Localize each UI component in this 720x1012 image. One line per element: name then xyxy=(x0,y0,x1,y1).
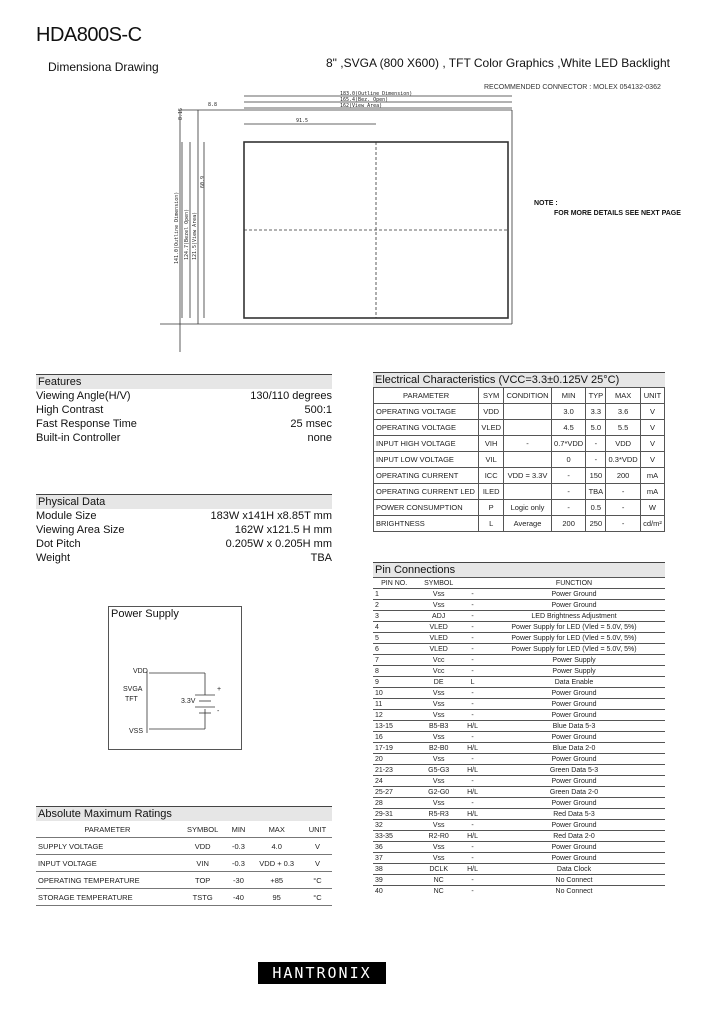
table-cell: Vcc xyxy=(415,655,462,666)
table-cell: - xyxy=(462,710,483,721)
plus-label: + xyxy=(217,686,222,693)
features-heading: Features xyxy=(36,374,332,389)
table-cell: - xyxy=(462,600,483,611)
connector-note: RECOMMENDED CONNECTOR : MOLEX 054132-0362 xyxy=(484,84,661,91)
table-row xyxy=(373,589,665,600)
table-cell: Average xyxy=(504,516,552,532)
table-cell: 11 xyxy=(373,699,415,710)
table-cell: OPERATING VOLTAGE xyxy=(374,420,479,436)
module-label-2: TFT xyxy=(125,696,138,703)
table-cell: Vss xyxy=(415,842,462,853)
column-header: MAX xyxy=(606,388,641,404)
table-cell: - xyxy=(586,436,606,452)
table-cell: W xyxy=(640,500,664,516)
table-cell: Power Supply for LED (Vled = 5.0V, 5%) xyxy=(483,644,665,655)
table-cell: +85 xyxy=(250,872,302,889)
table-cell: ADJ xyxy=(415,611,462,622)
table-row xyxy=(373,820,665,831)
table-cell xyxy=(504,420,552,436)
table-cell: - xyxy=(606,484,641,500)
note-label: NOTE : xyxy=(534,200,558,207)
table-row xyxy=(374,420,665,436)
table-cell: No Connect xyxy=(483,875,665,886)
column-header: TYP xyxy=(586,388,606,404)
table-cell: - xyxy=(586,452,606,468)
table-row xyxy=(36,872,332,889)
table-cell: L xyxy=(462,677,483,688)
table-cell: - xyxy=(462,798,483,809)
table-cell: -0.3 xyxy=(226,838,250,855)
table-cell: V xyxy=(640,404,664,420)
table-cell: 95 xyxy=(250,889,302,906)
column-header: UNIT xyxy=(640,388,664,404)
power-heading: Power Supply xyxy=(109,607,241,621)
table-cell: 29-31 xyxy=(373,809,415,820)
table-cell: P xyxy=(479,500,504,516)
table-row xyxy=(373,699,665,710)
product-headline: 8" ,SVGA (800 X600) , TFT Color Graphics ,White LED Backlight xyxy=(326,56,670,70)
table-cell: 250 xyxy=(586,516,606,532)
table-cell xyxy=(504,484,552,500)
table-cell: 28 xyxy=(373,798,415,809)
table-cell: H/L xyxy=(462,787,483,798)
table-row xyxy=(373,666,665,677)
table-cell: Blue Data 2-0 xyxy=(483,743,665,754)
table-row xyxy=(373,622,665,633)
table-cell: NC xyxy=(415,875,462,886)
table-cell: 21-23 xyxy=(373,765,415,776)
table-cell: Vcc xyxy=(415,666,462,677)
table-cell: V xyxy=(640,436,664,452)
table-cell: 3 xyxy=(373,611,415,622)
table-cell: 36 xyxy=(373,842,415,853)
table-cell: - xyxy=(462,886,483,897)
table-cell: -0.3 xyxy=(226,855,250,872)
table-cell: Vss xyxy=(415,699,462,710)
table-cell: Power Ground xyxy=(483,732,665,743)
table-cell: VDD xyxy=(606,436,641,452)
table-cell: -30 xyxy=(226,872,250,889)
dim-bezel-height: 124.7(Bezel Open) xyxy=(184,208,190,260)
table-cell: 5.5 xyxy=(606,420,641,436)
table-row xyxy=(373,787,665,798)
feature-row: Built-in Controller none xyxy=(36,432,332,444)
column-header: FUNCTION xyxy=(483,578,665,589)
table-row xyxy=(373,721,665,732)
table-cell: L xyxy=(479,516,504,532)
table-cell: DCLK xyxy=(415,864,462,875)
table-cell: Power Ground xyxy=(483,600,665,611)
table-cell: VIL xyxy=(479,452,504,468)
table-cell: 16 xyxy=(373,732,415,743)
table-cell: Power Ground xyxy=(483,820,665,831)
table-cell: Vss xyxy=(415,600,462,611)
table-row xyxy=(374,500,665,516)
table-cell: Blue Data 5-3 xyxy=(483,721,665,732)
table-cell: °C xyxy=(303,872,332,889)
column-header: MIN xyxy=(551,388,586,404)
table-cell: 150 xyxy=(586,468,606,484)
table-cell: V xyxy=(303,838,332,855)
table-cell: Green Data 2-0 xyxy=(483,787,665,798)
table-cell: Power Ground xyxy=(483,710,665,721)
table-cell: R2-R0 xyxy=(415,831,462,842)
table-cell: Green Data 5-3 xyxy=(483,765,665,776)
table-row xyxy=(374,484,665,500)
table-cell: VIH xyxy=(479,436,504,452)
pin-section xyxy=(373,562,665,896)
table-cell: B5-B3 xyxy=(415,721,462,732)
table-cell: 5.0 xyxy=(586,420,606,436)
table-cell: Power Ground xyxy=(483,798,665,809)
table-cell: OPERATING CURRENT xyxy=(374,468,479,484)
table-cell: ICC xyxy=(479,468,504,484)
table-cell: POWER CONSUMPTION xyxy=(374,500,479,516)
table-cell: - xyxy=(462,875,483,886)
table-cell: VLED xyxy=(415,644,462,655)
page-title: HDA800S-C xyxy=(36,24,142,46)
table-cell: - xyxy=(462,776,483,787)
table-row xyxy=(36,838,332,855)
table-row xyxy=(373,677,665,688)
table-cell: - xyxy=(551,484,586,500)
table-cell: - xyxy=(462,611,483,622)
table-cell: - xyxy=(462,688,483,699)
table-row xyxy=(374,516,665,532)
table-cell: H/L xyxy=(462,831,483,842)
table-cell: Power Ground xyxy=(483,754,665,765)
column-header: MIN xyxy=(226,821,250,838)
table-cell: 4.5 xyxy=(551,420,586,436)
dim-view-width: 162(View Area) xyxy=(340,103,383,109)
table-header-row xyxy=(374,388,665,404)
table-row xyxy=(373,776,665,787)
table-row xyxy=(373,875,665,886)
table-cell: 6 xyxy=(373,644,415,655)
table-row xyxy=(374,404,665,420)
table-row xyxy=(373,732,665,743)
table-cell: 0 xyxy=(551,452,586,468)
table-cell: Vss xyxy=(415,754,462,765)
table-cell: ILED xyxy=(479,484,504,500)
table-cell: - xyxy=(606,500,641,516)
table-cell: Vss xyxy=(415,776,462,787)
table-cell: OPERATING VOLTAGE xyxy=(374,404,479,420)
table-cell: 200 xyxy=(606,468,641,484)
electrical-heading: Electrical Characteristics (VCC=3.3±0.125V 25°C) xyxy=(373,372,665,387)
table-cell xyxy=(504,404,552,420)
column-header: SYM xyxy=(479,388,504,404)
table-cell: - xyxy=(504,436,552,452)
table-header-row xyxy=(373,578,665,589)
pin-table xyxy=(373,577,665,896)
table-cell: 38 xyxy=(373,864,415,875)
table-row xyxy=(373,688,665,699)
table-cell: VLED xyxy=(479,420,504,436)
table-cell: 17-19 xyxy=(373,743,415,754)
table-cell: Power Ground xyxy=(483,589,665,600)
table-cell: TBA xyxy=(586,484,606,500)
table-cell: Vss xyxy=(415,798,462,809)
table-cell: H/L xyxy=(462,721,483,732)
table-cell: °C xyxy=(303,889,332,906)
table-cell: Vss xyxy=(415,853,462,864)
features-section xyxy=(36,374,332,445)
table-cell: cd/m² xyxy=(640,516,664,532)
table-row xyxy=(373,831,665,842)
table-cell: Power Supply xyxy=(483,655,665,666)
table-cell: Power Supply for LED (Vled = 5.0V, 5%) xyxy=(483,633,665,644)
table-cell: No Connect xyxy=(483,886,665,897)
table-cell: Power Supply for LED (Vled = 5.0V, 5%) xyxy=(483,622,665,633)
table-cell: INPUT HIGH VOLTAGE xyxy=(374,436,479,452)
column-header xyxy=(462,578,483,589)
pin-heading: Pin Connections xyxy=(373,562,665,577)
table-cell: 0.5 xyxy=(586,500,606,516)
table-row xyxy=(36,889,332,906)
table-cell: - xyxy=(462,732,483,743)
table-row xyxy=(373,754,665,765)
table-row xyxy=(373,743,665,754)
table-cell: V xyxy=(640,452,664,468)
column-header: SYMBOL xyxy=(179,821,227,838)
table-cell: 7 xyxy=(373,655,415,666)
table-cell: B2-B0 xyxy=(415,743,462,754)
table-cell: - xyxy=(462,754,483,765)
table-cell: 33-35 xyxy=(373,831,415,842)
table-cell: NC xyxy=(415,886,462,897)
table-cell: Logic only xyxy=(504,500,552,516)
table-row xyxy=(374,452,665,468)
table-row xyxy=(373,710,665,721)
table-cell: 5 xyxy=(373,633,415,644)
table-cell: 3.3 xyxy=(586,404,606,420)
table-cell: - xyxy=(462,655,483,666)
table-cell: Data Clock xyxy=(483,864,665,875)
table-cell: G5-G3 xyxy=(415,765,462,776)
table-cell: 4 xyxy=(373,622,415,633)
column-header: UNIT xyxy=(303,821,332,838)
table-cell: Power Ground xyxy=(483,699,665,710)
table-row xyxy=(374,436,665,452)
table-row xyxy=(373,798,665,809)
table-cell: Power Ground xyxy=(483,842,665,853)
dim-outline-height: 141.0(Outline Dimension) xyxy=(174,191,180,264)
table-cell: 0.3*VDD xyxy=(606,452,641,468)
drawing-subtitle: Dimensiona Drawing xyxy=(48,60,159,74)
table-cell: H/L xyxy=(462,743,483,754)
feature-row: High Contrast 500:1 xyxy=(36,404,332,416)
table-cell: OPERATING TEMPERATURE xyxy=(36,872,179,889)
table-cell: VDD xyxy=(179,838,227,855)
table-cell: 4.0 xyxy=(250,838,302,855)
table-cell: 200 xyxy=(551,516,586,532)
table-cell: TSTG xyxy=(179,889,227,906)
table-cell: -40 xyxy=(226,889,250,906)
table-cell: - xyxy=(462,622,483,633)
table-cell: Red Data 5-3 xyxy=(483,809,665,820)
table-cell: - xyxy=(462,589,483,600)
table-cell: - xyxy=(551,468,586,484)
table-cell: 3.6 xyxy=(606,404,641,420)
table-cell: Vss xyxy=(415,688,462,699)
table-cell: BRIGHTNESS xyxy=(374,516,479,532)
table-row xyxy=(373,842,665,853)
absolute-heading: Absolute Maximum Ratings xyxy=(36,806,332,821)
physical-row: Weight TBA xyxy=(36,552,332,564)
table-row xyxy=(373,853,665,864)
table-cell: - xyxy=(462,842,483,853)
dim-view-height: 121.5(View Area) xyxy=(192,211,198,260)
table-cell: - xyxy=(462,699,483,710)
table-cell: Vss xyxy=(415,820,462,831)
table-cell: STORAGE TEMPERATURE xyxy=(36,889,179,906)
table-cell: SUPPLY VOLTAGE xyxy=(36,838,179,855)
feature-row: Fast Response Time 25 msec xyxy=(36,418,332,430)
table-cell: 32 xyxy=(373,820,415,831)
absolute-ratings-section xyxy=(36,806,332,906)
table-cell: 25-27 xyxy=(373,787,415,798)
table-cell xyxy=(504,452,552,468)
table-cell: Power Ground xyxy=(483,776,665,787)
table-row xyxy=(373,644,665,655)
table-cell: - xyxy=(462,633,483,644)
table-cell: 1 xyxy=(373,589,415,600)
table-cell: DE xyxy=(415,677,462,688)
table-cell: 37 xyxy=(373,853,415,864)
table-cell: VDD xyxy=(479,404,504,420)
table-cell: - xyxy=(462,666,483,677)
table-cell: 10 xyxy=(373,688,415,699)
dim-half-width: 91.5 xyxy=(296,118,309,124)
table-cell: 0.7*VDD xyxy=(551,436,586,452)
table-cell: VLED xyxy=(415,633,462,644)
table-cell: - xyxy=(462,820,483,831)
note-text: FOR MORE DETAILS SEE NEXT PAGE xyxy=(554,210,681,217)
table-cell: Power Ground xyxy=(483,688,665,699)
dim-half-height: 60.9 xyxy=(200,175,206,188)
dimensional-drawing xyxy=(160,84,530,354)
table-cell: 13-15 xyxy=(373,721,415,732)
minus-label: - xyxy=(217,708,220,715)
table-header-row xyxy=(36,821,332,838)
table-row xyxy=(36,855,332,872)
table-cell: Vss xyxy=(415,732,462,743)
dim-offset-x: 8.8 xyxy=(208,102,218,108)
table-cell: INPUT VOLTAGE xyxy=(36,855,179,872)
table-cell: H/L xyxy=(462,809,483,820)
dim-bezel-width: 165.4(Bez. Open) xyxy=(340,97,389,103)
table-cell: Power Ground xyxy=(483,853,665,864)
table-row xyxy=(373,655,665,666)
table-row xyxy=(373,886,665,897)
table-row xyxy=(373,611,665,622)
table-cell: - xyxy=(462,644,483,655)
table-cell: VDD = 3.3V xyxy=(504,468,552,484)
hantronix-logo: HANTRONIX xyxy=(258,962,386,984)
column-header: CONDITION xyxy=(504,388,552,404)
column-header: PARAMETER xyxy=(374,388,479,404)
table-row xyxy=(373,809,665,820)
table-row xyxy=(373,600,665,611)
table-cell: - xyxy=(551,500,586,516)
table-cell: Vss xyxy=(415,710,462,721)
vdd-label: VDD xyxy=(133,668,148,675)
table-cell: 8 xyxy=(373,666,415,677)
table-cell: 3.0 xyxy=(551,404,586,420)
table-cell: mA xyxy=(640,484,664,500)
physical-section xyxy=(36,494,332,565)
table-cell: 20 xyxy=(373,754,415,765)
power-supply-box xyxy=(108,606,242,750)
table-cell: 40 xyxy=(373,886,415,897)
power-circuit-diagram xyxy=(109,621,241,747)
electrical-section xyxy=(373,372,665,532)
table-cell: G2-G0 xyxy=(415,787,462,798)
table-cell: - xyxy=(462,853,483,864)
table-cell: V xyxy=(640,420,664,436)
vss-label: VSS xyxy=(129,728,144,735)
physical-row: Module Size 183W x141H x8.85T mm xyxy=(36,510,332,522)
table-cell: 2 xyxy=(373,600,415,611)
feature-row: Viewing Angle(H/V) 130/110 degrees xyxy=(36,390,332,402)
table-cell: R5-R3 xyxy=(415,809,462,820)
table-cell: V xyxy=(303,855,332,872)
table-row xyxy=(373,633,665,644)
table-cell: VIN xyxy=(179,855,227,872)
table-cell: H/L xyxy=(462,864,483,875)
table-cell: TOP xyxy=(179,872,227,889)
table-cell: H/L xyxy=(462,765,483,776)
module-label: SVGA xyxy=(123,686,143,693)
table-cell: Red Data 2-0 xyxy=(483,831,665,842)
table-cell: Power Supply xyxy=(483,666,665,677)
column-header: PIN NO. xyxy=(373,578,415,589)
absolute-table xyxy=(36,821,332,906)
table-cell: VDD + 0.3 xyxy=(250,855,302,872)
table-cell: 9 xyxy=(373,677,415,688)
column-header: SYMBOL xyxy=(415,578,462,589)
table-cell: LED Brightness Adjustment xyxy=(483,611,665,622)
dim-outline-width: 183.0(Outline Dimension) xyxy=(340,91,413,97)
physical-row: Dot Pitch 0.205W x 0.205H mm xyxy=(36,538,332,550)
table-cell: 24 xyxy=(373,776,415,787)
table-cell: OPERATING CURRENT LED xyxy=(374,484,479,500)
table-cell: 12 xyxy=(373,710,415,721)
table-cell: 39 xyxy=(373,875,415,886)
table-cell: mA xyxy=(640,468,664,484)
electrical-table xyxy=(373,387,665,532)
physical-row: Viewing Area Size 162W x121.5 H mm xyxy=(36,524,332,536)
column-header: PARAMETER xyxy=(36,821,179,838)
table-row xyxy=(373,864,665,875)
dim-offset-y: 8.15 xyxy=(178,107,184,120)
table-cell: - xyxy=(606,516,641,532)
voltage-label: 3.3V xyxy=(181,698,196,705)
table-cell: VLED xyxy=(415,622,462,633)
table-cell: Data Enable xyxy=(483,677,665,688)
table-row xyxy=(374,468,665,484)
physical-heading: Physical Data xyxy=(36,494,332,509)
table-cell: INPUT LOW VOLTAGE xyxy=(374,452,479,468)
table-row xyxy=(373,765,665,776)
column-header: MAX xyxy=(250,821,302,838)
table-cell: Vss xyxy=(415,589,462,600)
